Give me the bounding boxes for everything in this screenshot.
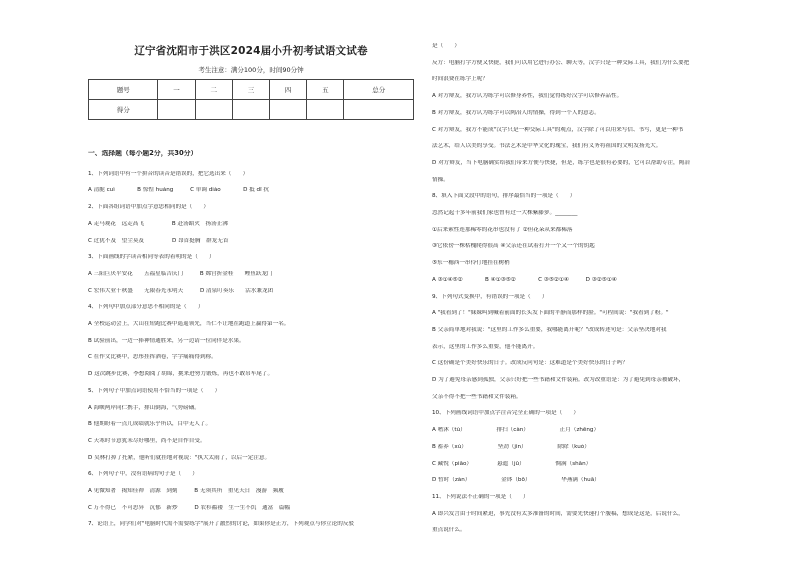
left-text-line: A 全校运动会上，大山在短跑比赛中遥遥领先，当仁不让地在跑道上赢得第一名。	[88, 321, 290, 327]
left-text-line: 1、下列词语中有一个拼音的读音是错误的，把它选出来（ ）	[88, 170, 249, 177]
right-text-line: ③它依傍一株枯槐爬得很高 ④父亲还在试着打开一个又一个的钥匙	[432, 243, 595, 250]
left-text-line: 5、下列句子中加点词语使用不恰当的一项是（ ）	[88, 387, 221, 394]
left-text-line: D 吴林打掉了托紧，他听们就挂地对视说："执大太雨了，以后一定注意。	[88, 454, 271, 461]
right-text-line: B 父亲简单地对我说："这里的工作多么重要，我哪能离开呢？"改成转述句是：父亲坚决地对我	[432, 326, 667, 333]
left-text-line: 2、下面各组词语中加点字意思相同的是（ ）	[88, 204, 210, 211]
left-text-line: B 他期盼着一点儿成绩就乐乎所以，目中无人了。	[88, 421, 212, 428]
right-text-line: 表示，这里的工作多么重要，他不能离开。	[432, 343, 539, 350]
right-text-line: 时间浪费在练字上呢？	[432, 76, 488, 83]
right-text-line: C 对方辩友，我方不能成"汉字只是一种交际工具"的观点，汉字除了可以用来写信、书写，更是一种书	[432, 126, 684, 133]
right-text-line: D 对方辩友，当下电脑确实给我们带来方便与快捷，但是，练字也是很有必要的，它可以帮助专注，陶冶	[432, 159, 690, 166]
right-text-line: 是（ ）	[432, 43, 460, 49]
left-text-line: C 宏伟大业千秋盛 无限春光永明天 D 清泉叮奏乐 活水兼龙团	[88, 287, 274, 294]
right-text-line: A ③①④⑤② B ④①③⑤② C ③⑤②①④ D ③②⑤①④	[432, 276, 617, 283]
right-text-line: C 这份确是个美好快乐的日子。改成反问句是：这难道是个美好快乐的日子吗？	[432, 360, 628, 367]
right-text-line: 11、下列说法不正确的一项是（ ）	[432, 493, 529, 500]
left-text-line: A 见微知著 揭知佳禅 清源 到刻 B 无须其所 重见天日 漫游 频履	[88, 488, 284, 494]
score-table-header-row	[89, 80, 414, 100]
score-cell	[158, 100, 195, 120]
right-text-line: B 蓄养（xù） 坚劲（jìn） 除除（kuò）	[432, 443, 590, 450]
right-text-line: 情操。	[432, 176, 449, 183]
right-text-line: C 藏悦（piāo） 悬遮（jǔ） 惆满（shān）	[432, 460, 592, 467]
left-text-line: A 清脆 cuì B 惊惶 huáng C 单调 diào D 抵 dǐ 抗	[88, 187, 270, 194]
exam-notice: 考生注意：满分100分，时间90分钟	[198, 66, 304, 74]
score-table-score-row	[89, 100, 414, 120]
right-text-line: A 即兴发言由于时间紧迫，事先没有太多准备的时间，需要先快速打个腹稿，想成是这是，后说什么，	[432, 510, 684, 517]
score-header-cell: 总分	[344, 80, 414, 100]
score-table	[88, 79, 414, 120]
left-text-line: C 过犹不及 望尘莫及 D 昂首挺胸 群龙无首	[88, 237, 229, 244]
right-text-line: A 对方辩友，我方认为练字可以修身养性，我们觉得练好汉字可以修养品性。	[432, 93, 623, 100]
score-header-cell: 题号	[89, 80, 158, 100]
score-cell	[195, 100, 232, 120]
right-text-line: 9、下列句式变换中，有错误的一项是（ ）	[432, 293, 548, 300]
left-text-line: 3、下面画线的字读音相同等表的着明的是（ ）	[88, 254, 215, 261]
left-text-line: C 在作文比赛中，思彤挂挥洒卷，字字痛痛得到称。	[88, 354, 217, 361]
right-text-line: A "我看到了！"妹妹叫到喊着前面的长头发下面的平静而那样的脸。"可程间说："我看到了粉。"	[432, 310, 669, 317]
score-header-cell: 二	[195, 80, 232, 100]
score-cell	[344, 100, 414, 120]
score-header-cell: 五	[307, 80, 344, 100]
left-text-line: 6、下列句子中，没有语病的句子是（ ）	[88, 471, 198, 478]
right-text-line: 重点说什么。	[432, 527, 466, 534]
right-text-line: D 暂时（zàn） 金钵（bō） 华燕满（huā）	[432, 477, 600, 484]
right-text-line: 忽然记起十多年前我们家也曾有过一大株紫藤萝。________	[432, 210, 578, 216]
right-text-line: 8、填入下面文段中的语句，排序最恰当的一项是（ ）	[432, 193, 576, 200]
left-text-line: 4、下列句中加点部分意思不相同的是（ ）	[88, 304, 204, 311]
right-text-line: 父亲不得不把一些书籍和文件装箱。	[432, 393, 522, 400]
score-header-cell: 一	[158, 80, 195, 100]
score-cell	[232, 100, 269, 120]
score-row-label: 得分	[89, 100, 158, 120]
score-header-cell: 三	[232, 80, 269, 100]
right-text-line: ①后来索性连那稀零的花串也没有了 ②但花朵从来都稀落	[432, 226, 573, 233]
score-header-cell: 四	[270, 80, 307, 100]
left-text-line: D 这次跳步比赛，李想阅阅了胡锦，挑来进努力锻炼，再也不敢吊车尾了。	[88, 371, 274, 378]
right-text-line: D 为了避免母亲感到孤独，父亲只好把一些书籍和文件装箱。改为改重语是：为了避免到母亲被破坏，	[432, 377, 685, 383]
right-text-line: 法艺术，给人以美的享受。书法艺术是中华文化的瑰宝，我们有义务将祖国的文明发扬光大。	[432, 143, 662, 150]
score-cell	[307, 100, 344, 120]
left-text-line: C 天寒时节意犹未尽好哪里，尚不是自作自受。	[88, 437, 206, 444]
left-text-line: A 走马观花 远走高飞 B 赴汤蹈火 扬汤止沸	[88, 220, 228, 227]
right-text-line: A 嗜沐（tù） 排扫（càn） 正月（zhēng）	[432, 427, 600, 434]
left-text-line: A 海峡两岸同仁携手，排山倒海，气势磅礴。	[88, 404, 200, 411]
left-text-line: B 试验前出，一边一捧神情通胜来，另一边请一位同伴是水果。	[88, 337, 245, 344]
right-text-line: 反方：电脑打字方便又快捷，我们可以用它进行办公、聊天等，汉字只是一种交际工具，我们为什么要把	[432, 59, 690, 66]
left-text-line: A 三阳巨厌平安花 五福星临吉庆门 B 嫦宫折金桂 鲤鱼跃龙门	[88, 270, 273, 277]
page-title: 辽宁省沈阳市于洪区2024届小升初考试语文试卷	[134, 45, 368, 57]
right-text-line: 10、下列画线词语中加点字注音完全正确的一项是（ ）	[432, 410, 579, 417]
left-text-line: 一、选择题（每小题2分，共30分）	[88, 150, 198, 157]
right-text-line: ⑤东一穗西一串伶仃地挂在树梢	[432, 260, 510, 267]
left-text-line: 7、论语上，同学们对"电脑时代需不需要练字"展开了激烈的讨论，如果你是正方，下列观点与你立论的反驳	[88, 521, 355, 528]
left-text-line: C 万不得已 不可思异 沉郁 新炒 D 农衫褴褛 生一生不饥 通富 篇幅	[88, 504, 290, 511]
score-cell	[270, 100, 307, 120]
right-text-line: B 对方辩友，我方认为练字可以陶冶人的情操，得到一个人的意志。	[432, 109, 600, 116]
